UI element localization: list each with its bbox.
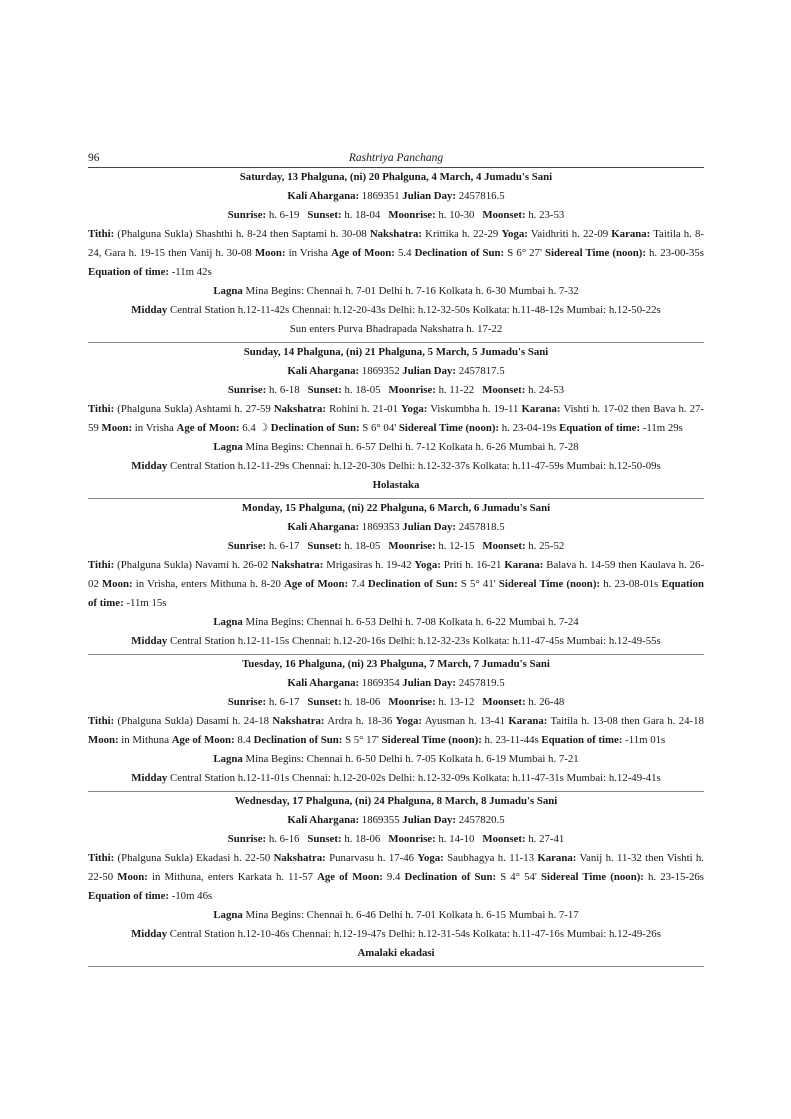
sunset-value: h. 18-06 xyxy=(344,833,381,845)
kali-value: 1869355 xyxy=(361,814,400,826)
yoga-label: Yoga: xyxy=(414,559,441,571)
equation-of-time-value: -11m 29s xyxy=(642,422,683,434)
lagna-line xyxy=(88,613,704,632)
declination-label: Declination of Sun: xyxy=(404,871,497,883)
sunrise-value: h. 6-17 xyxy=(268,696,300,708)
midday-value: Central Station h.12-10-46s Chennai: h.12-19-47s Delhi: h.12-31-54s Kolkata: h.11-47-16s Mumbai: h.12-49-26s xyxy=(169,928,661,940)
declination-value: S 6° 04' xyxy=(362,422,397,434)
equation-of-time-value: -11m 15s xyxy=(126,597,167,609)
kali-value: 1869351 xyxy=(361,190,400,202)
midday-label: Midday xyxy=(131,635,168,647)
midday-label: Midday xyxy=(131,928,168,940)
midday-line xyxy=(88,925,704,944)
lagna-value: Mina Begins: Chennai h. 6-46 Delhi h. 7-01 Kolkata h. 6-15 Mumbai h. 7-17 xyxy=(245,909,579,921)
midday-value: Central Station h.12-11-42s Chennai: h.12-20-43s Delhi: h.12-32-50s Kolkata: h.11-48-12s Mumbai: h.12-50-22s xyxy=(170,304,661,316)
tithi-label: Tithi: xyxy=(88,559,115,571)
moonrise-value: h. 13-12 xyxy=(438,696,475,708)
tithi-label: Tithi: xyxy=(88,403,115,415)
sunrise-label: Sunrise: xyxy=(227,209,267,221)
sunrise-label: Sunrise: xyxy=(227,833,267,845)
moonrise-label: Moonrise: xyxy=(388,384,436,396)
equation-of-time-label: Equation of time: xyxy=(541,734,623,746)
moon-label: Moon: xyxy=(88,734,119,746)
moonset-value: h. 23-53 xyxy=(528,209,565,221)
sidereal-time-value: h. 23-15-26s xyxy=(648,871,704,883)
moonset-label: Moonset: xyxy=(482,833,526,845)
karana-value: Balava h. 14-59 then Kaulava h. 26-02 xyxy=(88,559,705,590)
nakshatra-label: Nakshatra: xyxy=(273,403,327,415)
equation-of-time-label: Equation of time: xyxy=(88,890,169,902)
kali-label: Kali Ahargana: xyxy=(287,365,360,377)
day-heading: Saturday, 13 Phalguna, (ni) 20 Phalguna, 4 March, 4 Jumadu's Sani xyxy=(239,171,553,183)
declination-label: Declination of Sun: xyxy=(367,578,458,590)
lagna-label: Lagna xyxy=(213,441,243,453)
karana-label: Karana: xyxy=(504,559,544,571)
moonrise-label: Moonrise: xyxy=(388,696,436,708)
age-of-moon-label: Age of Moon: xyxy=(284,578,349,590)
sunset-value: h. 18-04 xyxy=(344,209,381,221)
moonset-label: Moonset: xyxy=(482,540,526,552)
sidereal-time-label: Sidereal Time (noon): xyxy=(498,578,601,590)
moonrise-label: Moonrise: xyxy=(388,209,436,221)
midday-value: Central Station h.12-11-01s Chennai: h.12-20-02s Delhi: h.12-32-09s Kolkata: h.11-47-31s Mumbai: h.12-49-41s xyxy=(170,772,661,784)
equation-of-time-label: Equation of time: xyxy=(559,422,641,434)
sunset-label: Sunset: xyxy=(307,833,342,845)
kali-value: 1869352 xyxy=(361,365,400,377)
declination-value: S 6° 27' xyxy=(507,247,542,259)
midday-label: Midday xyxy=(131,304,168,316)
karana-value: Taitila h. 13-08 then Gara h. 24-18 xyxy=(550,715,704,727)
yoga-value: Vaidhriti h. 22-09 xyxy=(530,228,609,240)
nakshatra-label: Nakshatra: xyxy=(272,715,325,727)
day-entry xyxy=(88,343,704,499)
sidereal-time-value: h. 23-00-35s xyxy=(649,247,704,259)
sunrise-label: Sunrise: xyxy=(227,696,267,708)
lagna-value: Mina Begins: Chennai h. 7-01 Delhi h. 7-16 Kolkata h. 6-30 Mumbai h. 7-32 xyxy=(245,285,579,297)
ahargana-line xyxy=(88,518,704,537)
karana-label: Karana: xyxy=(611,228,651,240)
lagna-label: Lagna xyxy=(213,909,243,921)
ahargana-line xyxy=(88,811,704,830)
sunrise-value: h. 6-16 xyxy=(268,833,300,845)
sidereal-time-label: Sidereal Time (noon): xyxy=(544,247,646,259)
tithi-value: (Phalguna Sukla) Shashthi h. 8-24 then Saptami h. 30-08 xyxy=(117,228,367,240)
nakshatra-label: Nakshatra: xyxy=(273,852,326,864)
day-heading: Wednesday, 17 Phalguna, (ni) 24 Phalguna, 8 March, 8 Jumadu's Sani xyxy=(234,795,558,807)
moonset-value: h. 25-52 xyxy=(528,540,565,552)
age-of-moon-label: Age of Moon: xyxy=(317,871,383,883)
equation-of-time-value: -11m 42s xyxy=(171,266,212,278)
moonset-label: Moonset: xyxy=(482,696,526,708)
lagna-line xyxy=(88,438,704,457)
midday-label: Midday xyxy=(131,772,168,784)
tithi-label: Tithi: xyxy=(88,715,115,727)
sunset-value: h. 18-06 xyxy=(344,696,381,708)
day-entries xyxy=(88,168,704,967)
sidereal-time-value: h. 23-04-19s xyxy=(501,422,557,434)
sunset-label: Sunset: xyxy=(307,209,342,221)
moonrise-value: h. 12-15 xyxy=(438,540,475,552)
lagna-line xyxy=(88,906,704,925)
tithi-value: (Phalguna Sukla) Ekadasi h. 22-50 xyxy=(117,852,271,864)
declination-label: Declination of Sun: xyxy=(253,734,343,746)
nakshatra-label: Nakshatra: xyxy=(271,559,324,571)
tithi-label: Tithi: xyxy=(88,852,115,864)
lagna-label: Lagna xyxy=(213,753,243,765)
moonrise-label: Moonrise: xyxy=(388,833,436,845)
ahargana-line xyxy=(88,674,704,693)
julian-value: 2457817.5 xyxy=(458,365,505,377)
declination-label: Declination of Sun: xyxy=(270,422,360,434)
kali-label: Kali Ahargana: xyxy=(287,677,360,689)
age-of-moon-value: 5.4 xyxy=(398,247,412,259)
yoga-value: Viskumbha h. 19-11 xyxy=(430,403,519,415)
yoga-label: Yoga: xyxy=(400,403,428,415)
declination-label: Declination of Sun: xyxy=(414,247,505,259)
running-head xyxy=(88,152,704,168)
midday-value: Central Station h.12-11-29s Chennai: h.12-20-30s Delhi: h.12-32-37s Kolkata: h.11-47-59s Mumbai: h.12-50-09s xyxy=(170,460,661,472)
moon-value: in Vrisha xyxy=(134,422,174,434)
midday-line xyxy=(88,632,704,651)
sunset-value: h. 18-05 xyxy=(344,384,381,396)
julian-value: 2457820.5 xyxy=(458,814,505,826)
moonrise-value: h. 14-10 xyxy=(438,833,475,845)
details-paragraph xyxy=(88,225,704,282)
page-title: Rashtriya Panchang xyxy=(348,152,444,164)
sunrise-value: h. 6-17 xyxy=(268,540,300,552)
details-paragraph xyxy=(88,556,704,613)
equation-of-time-value: -11m 01s xyxy=(625,734,666,746)
tithi-label: Tithi: xyxy=(88,228,115,240)
kali-value: 1869354 xyxy=(361,677,400,689)
day-entry xyxy=(88,499,704,655)
sidereal-time-label: Sidereal Time (noon): xyxy=(398,422,500,434)
julian-value: 2457816.5 xyxy=(458,190,505,202)
declination-value: S 5° 17' xyxy=(345,734,379,746)
tithi-value: (Phalguna Sukla) Ashtami h. 27-59 xyxy=(117,403,271,415)
kali-label: Kali Ahargana: xyxy=(287,814,360,826)
moonset-value: h. 26-48 xyxy=(528,696,565,708)
yoga-label: Yoga: xyxy=(501,228,528,240)
midday-line xyxy=(88,457,704,476)
moon-value: in Mithuna, enters Karkata h. 11-57 xyxy=(151,871,313,883)
page xyxy=(88,152,704,967)
julian-label: Julian Day: xyxy=(402,521,456,533)
sunset-value: h. 18-05 xyxy=(344,540,381,552)
lagna-line xyxy=(88,750,704,769)
day-heading: Monday, 15 Phalguna, (ni) 22 Phalguna, 6 March, 6 Jumadu's Sani xyxy=(241,502,551,514)
moonset-value: h. 27-41 xyxy=(528,833,565,845)
yoga-value: Ayusman h. 13-41 xyxy=(424,715,506,727)
moonrise-label: Moonrise: xyxy=(388,540,436,552)
julian-label: Julian Day: xyxy=(402,365,456,377)
day-heading: Sunday, 14 Phalguna, (ni) 21 Phalguna, 5 March, 5 Jumadu's Sani xyxy=(243,346,549,358)
lagna-value: Mina Begins: Chennai h. 6-53 Delhi h. 7-08 Kolkata h. 6-22 Mumbai h. 7-24 xyxy=(245,616,579,628)
declination-value: S 4° 54' xyxy=(500,871,537,883)
lagna-value: Mina Begins: Chennai h. 6-57 Delhi h. 7-12 Kolkata h. 6-26 Mumbai h. 7-28 xyxy=(245,441,579,453)
lagna-value: Mina Begins: Chennai h. 6-50 Delhi h. 7-05 Kolkata h. 6-19 Mumbai h. 7-21 xyxy=(245,753,579,765)
midday-line xyxy=(88,301,704,320)
sunset-label: Sunset: xyxy=(307,384,342,396)
declination-value: S 5° 41' xyxy=(460,578,496,590)
age-of-moon-value: 8.4 xyxy=(237,734,251,746)
karana-value: Vanij h. 11-32 then Vishti h. 22-50 xyxy=(88,852,704,883)
sidereal-time-value: h. 23-11-44s xyxy=(484,734,539,746)
sunrise-label: Sunrise: xyxy=(227,384,267,396)
kali-label: Kali Ahargana: xyxy=(287,521,360,533)
equation-of-time-value: -10m 46s xyxy=(171,890,213,902)
moon-label: Moon: xyxy=(254,247,286,259)
nakshatra-value: Rohini h. 21-01 xyxy=(329,403,398,415)
moonset-label: Moonset: xyxy=(482,209,526,221)
age-of-moon-label: Age of Moon: xyxy=(331,247,395,259)
yoga-value: Priti h. 16-21 xyxy=(443,559,502,571)
moonset-label: Moonset: xyxy=(482,384,526,396)
nakshatra-value: Punarvasu h. 17-46 xyxy=(329,852,415,864)
day-note: Holastaka xyxy=(372,479,420,491)
julian-label: Julian Day: xyxy=(402,190,456,202)
sunset-label: Sunset: xyxy=(307,540,342,552)
julian-label: Julian Day: xyxy=(402,677,456,689)
details-paragraph xyxy=(88,712,704,750)
karana-value: Taitila h. 8-24, Gara h. 19-15 then Vanij h. 30-08 xyxy=(88,228,704,259)
day-entry xyxy=(88,655,704,792)
age-of-moon-label: Age of Moon: xyxy=(176,422,240,434)
rise-set-line xyxy=(88,206,704,225)
moon-value: in Vrisha, enters Mithuna h. 8-20 xyxy=(135,578,281,590)
moon-label: Moon: xyxy=(117,871,148,883)
moonrise-value: h. 11-22 xyxy=(438,384,475,396)
tithi-value: (Phalguna Sukla) Dasami h. 24-18 xyxy=(117,715,269,727)
rise-set-line xyxy=(88,537,704,556)
age-of-moon-value: 7.4 xyxy=(351,578,365,590)
rise-set-line xyxy=(88,693,704,712)
midday-line xyxy=(88,769,704,788)
yoga-value: Saubhagya h. 11-13 xyxy=(447,852,534,864)
lagna-line xyxy=(88,282,704,301)
karana-label: Karana: xyxy=(508,715,548,727)
kali-value: 1869353 xyxy=(361,521,400,533)
nakshatra-value: Krittika h. 22-29 xyxy=(425,228,499,240)
julian-label: Julian Day: xyxy=(402,814,456,826)
midday-label: Midday xyxy=(131,460,168,472)
sunset-label: Sunset: xyxy=(307,696,342,708)
nakshatra-value: Mrigasiras h. 19-42 xyxy=(326,559,412,571)
nakshatra-label: Nakshatra: xyxy=(369,228,423,240)
karana-label: Karana: xyxy=(537,852,577,864)
tithi-value: (Phalguna Sukla) Navami h. 26-02 xyxy=(117,559,269,571)
rise-set-line xyxy=(88,381,704,400)
age-of-moon-value: 6.4 ☽ xyxy=(242,422,269,434)
moon-label: Moon: xyxy=(101,578,133,590)
moon-value: in Vrisha xyxy=(288,247,329,259)
day-note: Sun enters Purva Bhadrapada Nakshatra h. 17-22 xyxy=(289,323,503,335)
yoga-label: Yoga: xyxy=(417,852,444,864)
moonrise-value: h. 10-30 xyxy=(438,209,475,221)
sidereal-time-label: Sidereal Time (noon): xyxy=(381,734,482,746)
lagna-label: Lagna xyxy=(213,616,243,628)
sidereal-time-value: h. 23-08-01s xyxy=(603,578,659,590)
lagna-label: Lagna xyxy=(213,285,243,297)
sidereal-time-label: Sidereal Time (noon): xyxy=(540,871,644,883)
kali-label: Kali Ahargana: xyxy=(287,190,360,202)
age-of-moon-label: Age of Moon: xyxy=(171,734,235,746)
midday-value: Central Station h.12-11-15s Chennai: h.12-20-16s Delhi: h.12-32-23s Kolkata: h.11-47-45s Mumbai: h.12-49-55s xyxy=(170,635,661,647)
moon-label: Moon: xyxy=(101,422,133,434)
sunrise-label: Sunrise: xyxy=(227,540,267,552)
equation-of-time-label: Equation of time: xyxy=(88,266,169,278)
age-of-moon-value: 9.4 xyxy=(386,871,401,883)
nakshatra-value: Ardra h. 18-36 xyxy=(327,715,393,727)
karana-value: Vishti h. 17-02 then Bava h. 27-59 xyxy=(88,403,704,434)
day-entry xyxy=(88,168,704,343)
julian-value: 2457819.5 xyxy=(458,677,505,689)
julian-value: 2457818.5 xyxy=(458,521,505,533)
yoga-label: Yoga: xyxy=(395,715,423,727)
details-paragraph xyxy=(88,400,704,438)
karana-label: Karana: xyxy=(521,403,561,415)
equation-of-time-label: Equation of time: xyxy=(88,578,705,609)
ahargana-line xyxy=(88,362,704,381)
moon-value: in Mithuna xyxy=(121,734,169,746)
day-note: Amalaki ekadasi xyxy=(357,947,435,959)
ahargana-line xyxy=(88,187,704,206)
rise-set-line xyxy=(88,830,704,849)
page-number: 96 xyxy=(88,152,100,164)
sunrise-value: h. 6-18 xyxy=(269,384,300,396)
moonset-value: h. 24-53 xyxy=(528,384,565,396)
details-paragraph xyxy=(88,849,704,906)
sunrise-value: h. 6-19 xyxy=(268,209,300,221)
day-entry xyxy=(88,792,704,967)
day-heading: Tuesday, 16 Phalguna, (ni) 23 Phalguna, 7 March, 7 Jumadu's Sani xyxy=(242,658,550,670)
